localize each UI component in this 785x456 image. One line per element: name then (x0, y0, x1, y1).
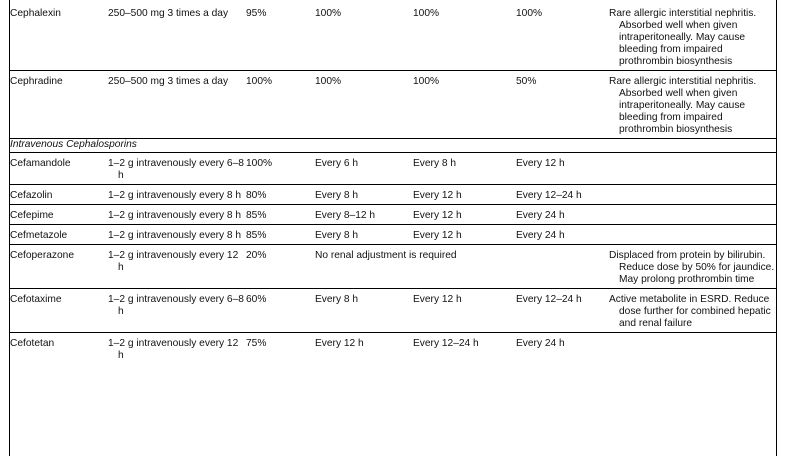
gfr-lt10: Every 12 h (516, 153, 619, 185)
halflife-percent: 100% (246, 71, 315, 139)
comment (619, 225, 776, 245)
table-row (10, 245, 776, 289)
gfr-10-50: Every 8 h (413, 153, 516, 185)
drug-name: Cefazolin (10, 185, 118, 205)
gfr-10-50: Every 12 h (413, 205, 516, 225)
gfr-10-50: 100% (413, 8, 516, 71)
gfr-lt10: Every 24 h (516, 205, 619, 225)
comment: Displaced from protein by bilirubin. Reduce dose by 50% for jaundice. May prolong prothrombin time (619, 245, 776, 289)
dose: 1–2 g intravenously every 6–8 h (118, 153, 246, 185)
drug-name: Cefmetazole (10, 225, 118, 245)
gfr-10-50: Every 12 h (413, 289, 516, 333)
drug-name: Cefotaxime (10, 289, 118, 333)
gfr-gt50: Every 8–12 h (315, 205, 413, 225)
comment (619, 333, 776, 365)
table-row (10, 225, 776, 245)
dose: 1–2 g intravenously every 6–8 h (118, 289, 246, 333)
gfr-gt50: 100% (315, 71, 413, 139)
gfr-gt50: Every 8 h (315, 185, 413, 205)
gfr-gt50: 100% (315, 8, 413, 71)
dose: 250–500 mg 3 times a day (118, 8, 246, 71)
halflife-percent: 85% (246, 205, 315, 225)
comment: Rare allergic interstitial nephritis. Absorbed well when given intraperitoneally. May cause bleeding from impaired prothrombin biosynthesis (619, 71, 776, 139)
drug-name: Cephalexin (10, 8, 118, 71)
gfr-10-50: 100% (413, 71, 516, 139)
table-right-rule (776, 0, 777, 456)
table-row (10, 205, 776, 225)
halflife-percent: 95% (246, 8, 315, 71)
no-adjustment-note: No renal adjustment is required (315, 245, 619, 289)
comment (619, 153, 776, 185)
table-row (10, 8, 776, 71)
table-row (10, 71, 776, 139)
gfr-10-50: Every 12 h (413, 225, 516, 245)
halflife-percent: 60% (246, 289, 315, 333)
halflife-percent: 80% (246, 185, 315, 205)
comment (619, 205, 776, 225)
gfr-lt10: 100% (516, 8, 619, 71)
drug-name: Cefamandole (10, 153, 118, 185)
table-row (10, 185, 776, 205)
comment (619, 185, 776, 205)
dose: 1–2 g intravenously every 8 h (118, 205, 246, 225)
section-heading: Intravenous Cephalosporins (10, 139, 776, 153)
gfr-gt50: Every 8 h (315, 225, 413, 245)
drug-name: Cefepime (10, 205, 118, 225)
table-row (10, 289, 776, 333)
gfr-10-50: Every 12 h (413, 185, 516, 205)
drug-name: Cefoperazone (10, 245, 118, 289)
section-heading-row (10, 139, 776, 153)
halflife-percent: 85% (246, 225, 315, 245)
comment: Active metabolite in ESRD. Reduce dose further for combined hepatic and renal failure (619, 289, 776, 333)
dose: 1–2 g intravenously every 8 h (118, 225, 246, 245)
gfr-10-50: Every 12–24 h (413, 338, 479, 349)
gfr-lt10: Every 24 h (516, 338, 565, 349)
dose: 250–500 mg 3 times a day (118, 71, 246, 139)
table-row (10, 153, 776, 185)
gfr-lt10: Every 12–24 h (516, 185, 619, 205)
table-row (10, 333, 776, 365)
gfr-gt50: Every 6 h (315, 153, 413, 185)
dose: 1–2 g intravenously every 12 h (108, 338, 239, 361)
halflife-percent: 20% (246, 245, 315, 289)
gfr-lt10: Every 24 h (516, 225, 619, 245)
drug-name: Cefotetan (10, 338, 55, 349)
gfr-lt10: Every 12–24 h (516, 289, 619, 333)
dose: 1–2 g intravenously every 12 h (118, 245, 246, 289)
halflife-percent: 100% (246, 153, 315, 185)
gfr-gt50: Every 12 h (315, 338, 364, 349)
gfr-gt50: Every 8 h (315, 289, 413, 333)
drug-name: Cephradine (10, 71, 118, 139)
halflife-percent: 75% (246, 338, 267, 349)
dose: 1–2 g intravenously every 8 h (118, 185, 246, 205)
gfr-lt10: 50% (516, 71, 619, 139)
drug-dosing-table (10, 8, 776, 364)
comment: Rare allergic interstitial nephritis. Absorbed well when given intraperitoneally. May cause bleeding from impaired prothrombin biosynthesis (619, 8, 776, 71)
